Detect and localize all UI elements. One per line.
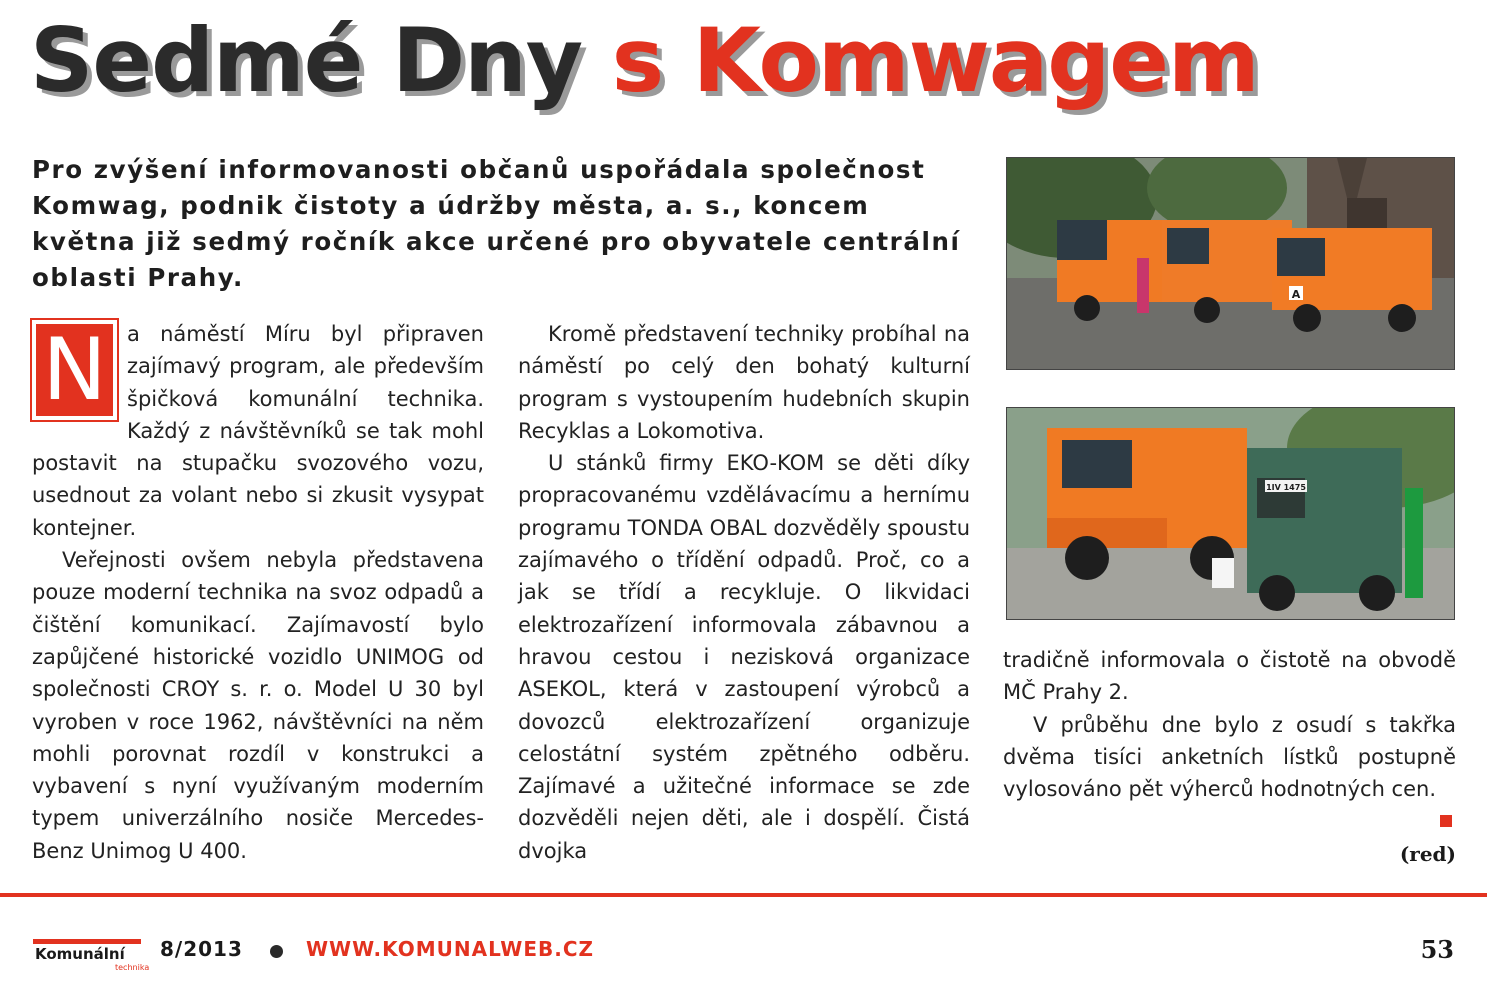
text-column-3 [1003, 644, 1456, 805]
text-column-1 [32, 318, 484, 867]
logo-word: Komunální [35, 945, 125, 963]
garbage-trucks-illustration [1007, 158, 1454, 369]
photo-garbage-trucks [1006, 157, 1455, 370]
footer-divider [0, 893, 1487, 897]
drop-cap: N [32, 320, 117, 420]
title-part-red: s Komwagem [611, 9, 1259, 112]
bullet-icon [270, 945, 283, 958]
page-footer [0, 925, 1487, 975]
paragraph-intro: a náměstí Míru byl připraven zajímavý program, ale především špičková komunální technika. Každý z návštěvníků se tak mohl postavit na stupačku svozového vozu, usednout za volant nebo si zkusit vysypat kontejner. [32, 322, 484, 540]
paragraph-ekokom: U stánků firmy EKO-KOM se děti díky propracovanému vzdělávacímu a hernímu programu TONDA OBAL dozvěděly spoustu zajímavého o třídění odpadů. Proč, co a jak se třídí a recykluje. O likvidaci elektrozařízení informovala zábavnou a hravou cestou i nezisková organizace ASEKOL, která v zastoupení výrobců a dovozců elektrozařízení organizuje celostátní systém zpětného odběru. Zajímavé a užitečné informace se zde dozvěděli nejen děti, ale i dospělí. Čistá dvojka [518, 451, 970, 863]
paragraph-culture: Kromě představení techniky probíhal na náměstí po celý den bohatý kulturní program s vystoupením hudebních skupin Recyklas a Lokomotiva. [518, 322, 970, 443]
article-lead: Pro zvýšení informovanosti občanů uspořádala společnost Komwag, podnik čistoty a údržby města, a. s., koncem května již sedmý ročník akce určené pro obyvatele centrální oblasti Prahy. [32, 155, 961, 292]
vehicle-plate: 1IV 1475 [1266, 483, 1306, 492]
article-end-mark [1440, 815, 1452, 827]
paragraph-unimog: Veřejnosti ovšem nebyla představena pouze moderní technika na svoz odpadů a čištění komunikací. Zajímavostí bylo zapůjčené historické vozidlo UNIMOG od společnosti CROY s. r. o. Model U 30 byl vyroben v roce 1962, návštěvníci na něm mohli porovnat rozdíl v konstrukci a vybavení s nyní využívaným moderním typem univerzálního nosiče Mercedes-Benz Unimog U 400. [32, 548, 484, 863]
photo-unimog-vehicles [1006, 407, 1455, 620]
text-column-2 [518, 318, 970, 867]
title-part-dark: Sedmé Dny [30, 9, 583, 112]
paragraph-raffle: V průběhu dne bylo z osudí s takřka dvěma tisíci anketních lístků postupně vylosováno pět výherců hodnotných cen. [1003, 712, 1456, 802]
paragraph-cista-dvojka: tradičně informovala o čistotě na obvodě MČ Prahy 2. [1003, 648, 1456, 705]
logo-subtitle: technika [115, 963, 150, 972]
author-signature: (red) [1399, 842, 1456, 866]
logo-bar [33, 939, 141, 944]
article-title [30, 6, 1259, 116]
issue-number: 8/2013 [160, 937, 243, 961]
page-number: 53 [1420, 935, 1454, 964]
magazine-logo [33, 939, 150, 972]
unimog-vehicles-illustration [1007, 408, 1454, 619]
truck-sign: A [1291, 288, 1301, 301]
website-url: WWW.KOMUNALWEB.CZ [306, 937, 595, 961]
